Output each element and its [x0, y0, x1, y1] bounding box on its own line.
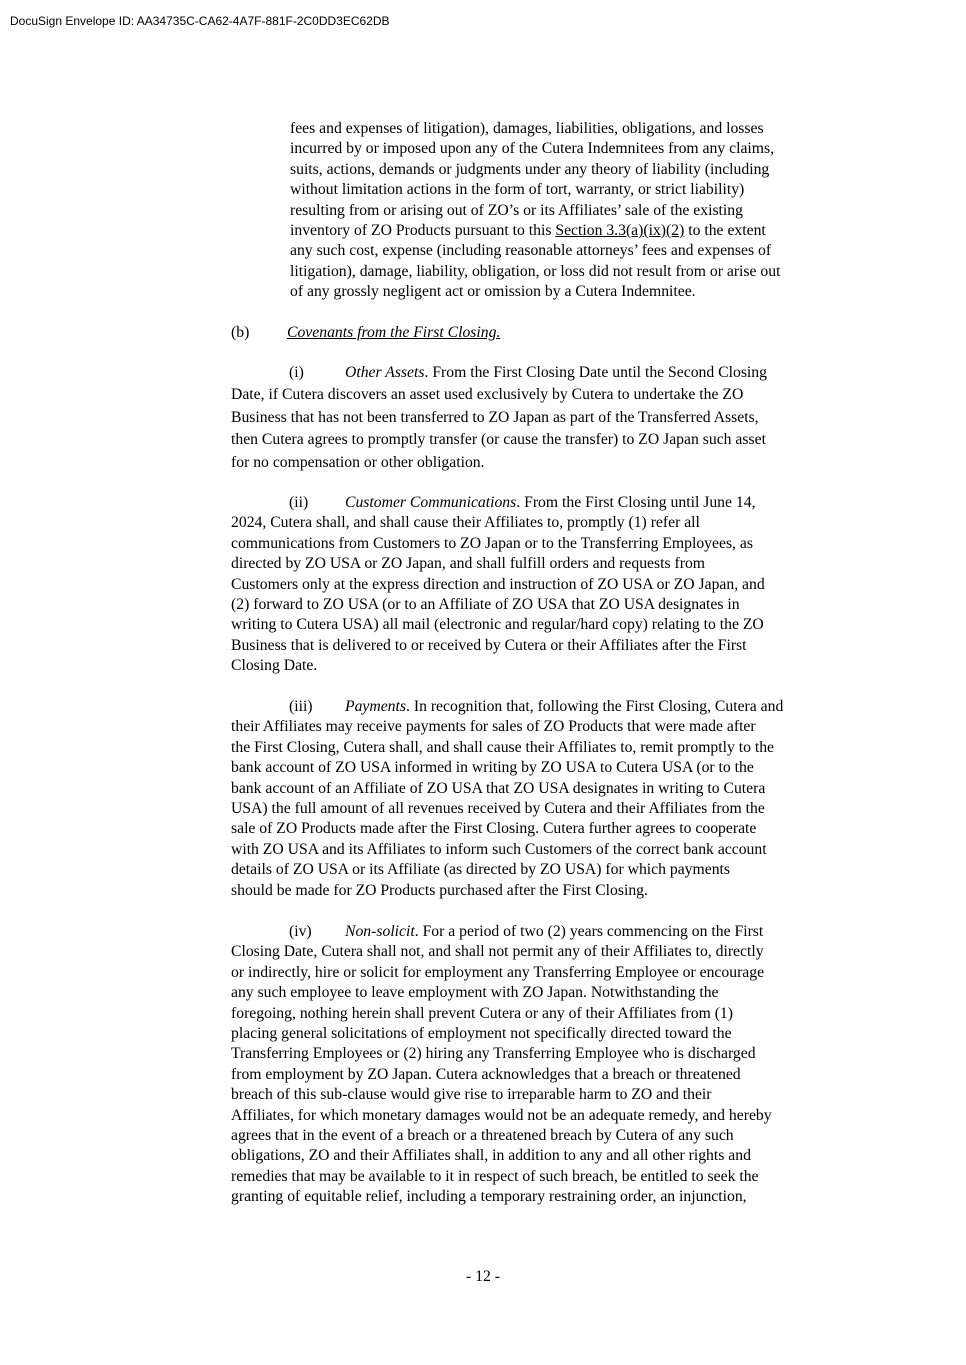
clause-heading: Other Assets: [345, 364, 425, 381]
text-line: then Cutera agrees to promptly transfer (or cause the transfer) to ZO Japan such asset: [231, 431, 766, 449]
text-line: Customers only at the express direction and instruction of ZO USA or ZO Japan, and: [231, 575, 765, 593]
text-line: obligations, ZO and their Affiliates shall, in addition to any and all other rights and: [231, 1147, 751, 1165]
text-line: Affiliates, for which monetary damages would not be an adequate remedy, and hereby: [231, 1106, 772, 1124]
clause-heading: Customer Communications: [345, 494, 517, 511]
clause-number: (i): [289, 364, 304, 381]
text-fragment: . From the First Closing until June 14,: [516, 494, 756, 511]
text-fragment: . For a period of two (2) years commencing on the First: [414, 923, 764, 940]
text-line: Business that is delivered to or received by Cutera or their Affiliates after the First: [231, 636, 747, 654]
text-line: breach of this sub-clause would give rise to irreparable harm to ZO and their: [231, 1086, 712, 1104]
text-line: granting of equitable relief, including a temporary restraining order, an injunction,: [231, 1188, 747, 1206]
text-line: fees and expenses of litigation), damages, liabilities, obligations, and losses: [290, 120, 764, 137]
text-line: Closing Date, Cutera shall not, and shall not permit any of their Affiliates to, directly: [231, 943, 764, 961]
text-line: details of ZO USA or its Affiliate (as directed by ZO USA) for which payments: [231, 861, 730, 879]
clause-iv: [231, 922, 857, 1208]
text-line: 2024, Cutera shall, and shall cause their Affiliates to, promptly (1) refer all: [231, 514, 700, 532]
text-line: from employment by ZO Japan. Cutera acknowledges that a breach or threatened: [231, 1065, 741, 1083]
text-line: foregoing, nothing herein shall prevent Cutera or any of their Affiliates from (1): [231, 1004, 733, 1022]
docusign-envelope-id: DocuSign Envelope ID: AA34735C-CA62-4A7F-881F-2C0DD3EC62DB: [10, 14, 390, 28]
text-line: USA) the full amount of all revenues received by Cutera and their Affiliates from the: [231, 800, 765, 818]
text-line: without limitation actions in the form of tort, warranty, or strict liability): [290, 181, 745, 199]
text-line: with ZO USA and its Affiliates to inform such Customers of the correct bank account: [231, 840, 767, 858]
text-line: Date, if Cutera discovers an asset used exclusively by Cutera to undertake the ZO: [231, 386, 744, 404]
text-line: Closing Date.: [231, 657, 318, 675]
text-line: litigation), damage, liability, obligation, or loss did not result from or arise out: [290, 262, 781, 280]
section-number: (b): [231, 324, 250, 341]
text-line: suits, actions, demands or judgments under any theory of liability (including: [290, 160, 770, 178]
text-line: resulting from or arising out of ZO’s or its Affiliates’ sale of the existing: [290, 201, 743, 219]
text-line: [290, 221, 856, 241]
text-line: Transferring Employees or (2) hiring any Transferring Employee who is discharged: [231, 1045, 756, 1063]
text-line: their Affiliates may receive payments for sales of ZO Products that were made after: [231, 718, 756, 736]
continuation-paragraph: [290, 119, 856, 303]
text-line: agrees that in the event of a breach or a threatened breach by Cutera of any such: [231, 1127, 734, 1145]
text-fragment: inventory of ZO Products pursuant to this: [290, 222, 556, 240]
text-line: writing to Cutera USA) all mail (electronic and regular/hard copy) relating to the ZO: [231, 616, 764, 634]
clause-first-line: [231, 363, 857, 383]
text-fragment: . In recognition that, following the First Closing, Cutera and: [406, 698, 784, 715]
text-fragment: to the extent: [684, 222, 766, 240]
text-line: or indirectly, hire or solicit for employment any Transferring Employee or encourage: [231, 963, 765, 981]
text-line: any such employee to leave employment with ZO Japan. Notwithstanding the: [231, 984, 719, 1002]
text-line: of any grossly negligent act or omission by a Cutera Indemnitee.: [290, 283, 696, 301]
clause-first-line: [231, 493, 857, 513]
text-line: bank account of an Affiliate of ZO USA that ZO USA designates in writing to Cutera: [231, 779, 766, 797]
text-line: directed by ZO USA or ZO Japan, and shall fulfill orders and requests from: [231, 555, 705, 573]
text-line: any such cost, expense (including reasonable attorneys’ fees and expenses of: [290, 242, 772, 260]
section-b-heading: [231, 323, 500, 343]
clause-number: (ii): [289, 494, 309, 511]
clause-number: (iii): [289, 698, 313, 715]
text-line: remedies that may be available to it in respect of such breach, be entitled to seek the: [231, 1167, 759, 1185]
text-line: (2) forward to ZO USA (or to an Affiliate of ZO USA that ZO USA designates in: [231, 596, 740, 614]
clause-number: (iv): [289, 923, 312, 940]
text-line: should be made for ZO Products purchased after the First Closing.: [231, 881, 648, 899]
clause-first-line: [231, 922, 857, 942]
text-line: the First Closing, Cutera shall, and shall cause their Affiliates to, remit promptly to the: [231, 738, 775, 756]
clause-iii: [231, 697, 857, 901]
text-line: Business that has not been transferred to ZO Japan as part of the Transferred Assets,: [231, 408, 759, 426]
text-line: for no compensation or other obligation.: [231, 453, 485, 471]
clause-i: [231, 363, 857, 473]
text-line: communications from Customers to ZO Japan or to the Transferring Employees, as: [231, 534, 753, 552]
section-reference: Section 3.3(a)(ix)(2): [555, 222, 685, 240]
page-number: - 12 -: [466, 1268, 500, 1285]
text-line: bank account of ZO USA informed in writing by ZO USA to Cutera USA (or to the: [231, 759, 754, 777]
clause-ii: [231, 493, 857, 677]
clause-heading: Non-solicit: [345, 923, 415, 940]
clause-first-line: [231, 697, 857, 717]
clause-heading: Payments: [345, 698, 406, 715]
text-line: incurred by or imposed upon any of the Cutera Indemnitees from any claims,: [290, 140, 774, 158]
text-line: placing general solicitations of employment not specifically directed toward the: [231, 1025, 732, 1043]
text-line: sale of ZO Products made after the First Closing. Cutera further agrees to cooperate: [231, 820, 757, 838]
section-title: Covenants from the First Closing.: [287, 324, 501, 341]
text-fragment: . From the First Closing Date until the Second Closing: [424, 364, 767, 381]
